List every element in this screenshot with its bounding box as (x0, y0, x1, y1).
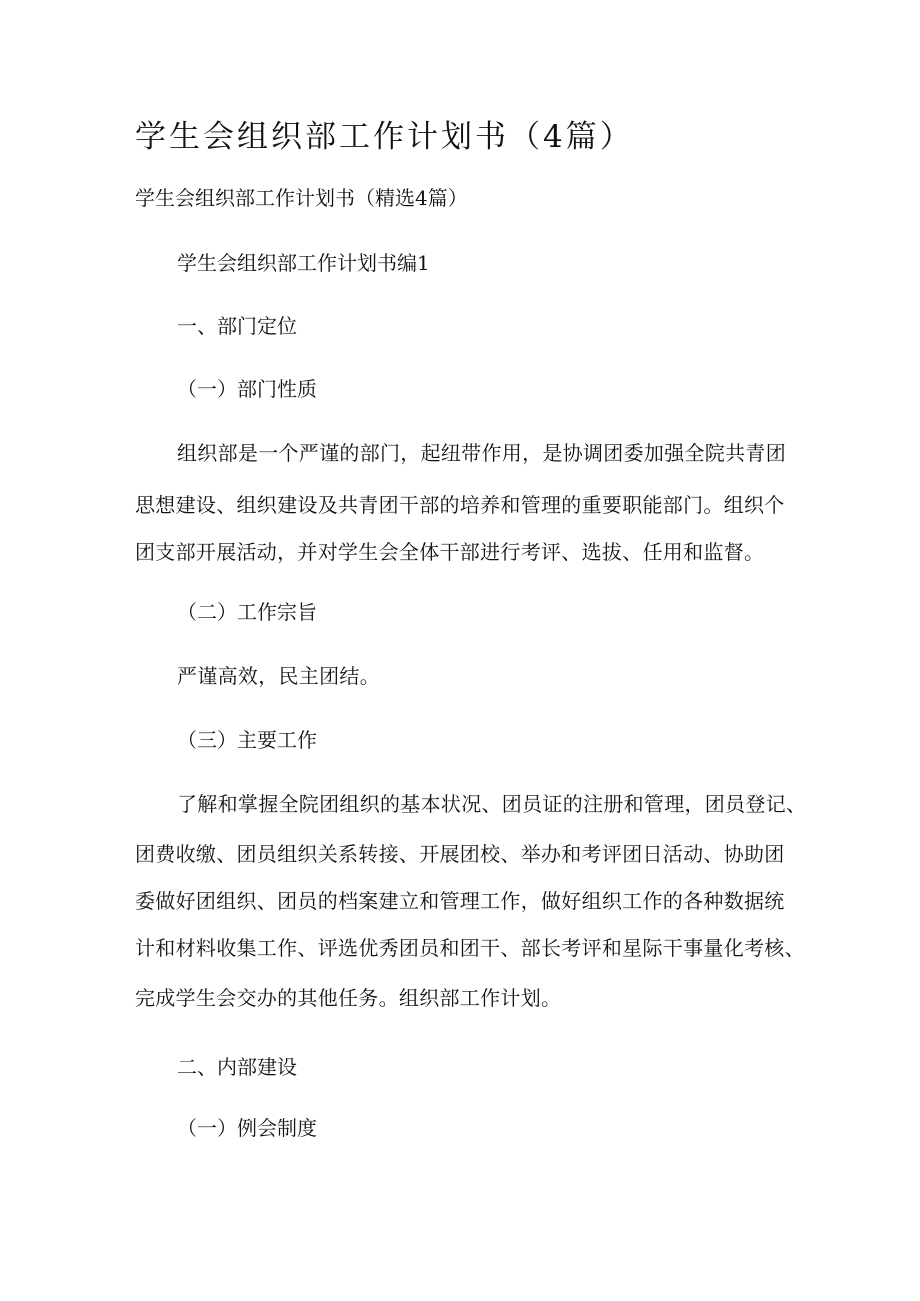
subsection-heading-2: （二）工作宗旨 (177, 600, 317, 624)
subsection-heading-1: （一）部门性质 (177, 377, 317, 401)
paragraph-line: 委做好团组织、团员的档案建立和管理工作，做好组织工作的各种数据统 (135, 889, 785, 913)
subsection-heading-3: （三）主要工作 (177, 728, 317, 752)
article-heading: 学生会组织部工作计划书编1 (177, 251, 430, 275)
section-heading-2: 二、内部建设 (177, 1055, 297, 1079)
paragraph-line: 团支部开展活动，并对学生会全体干部进行考评、选拔、任用和监督。 (135, 540, 765, 564)
document-title: 学生会组织部工作计划书（4篇） (135, 119, 634, 155)
paragraph-line: 严谨高效，民主团结。 (177, 664, 380, 688)
paragraph-line: 组织部是一个严谨的部门，起纽带作用，是协调团委加强全院共青团 (177, 441, 786, 465)
section-heading-1: 一、部门定位 (177, 314, 297, 338)
paragraph-line: 了解和掌握全院团组织的基本状况、团员证的注册和管理，团员登记、 (177, 792, 807, 816)
paragraph-line: 团费收缴、团员组织关系转接、开展团校、举办和考评团日活动、协助团 (135, 842, 785, 866)
document-subtitle: 学生会组织部工作计划书（精选4篇） (135, 186, 468, 210)
subsection-heading-4: （一）例会制度 (177, 1116, 317, 1140)
paragraph-line: 思想建设、组织建设及共青团干部的培养和管理的重要职能部门。组织个 (135, 493, 785, 517)
paragraph-line: 完成学生会交办的其他任务。组织部工作计划。 (135, 986, 562, 1010)
paragraph-line: 计和材料收集工作、评选优秀团员和团干、部长考评和星际干事量化考核、 (135, 936, 805, 960)
